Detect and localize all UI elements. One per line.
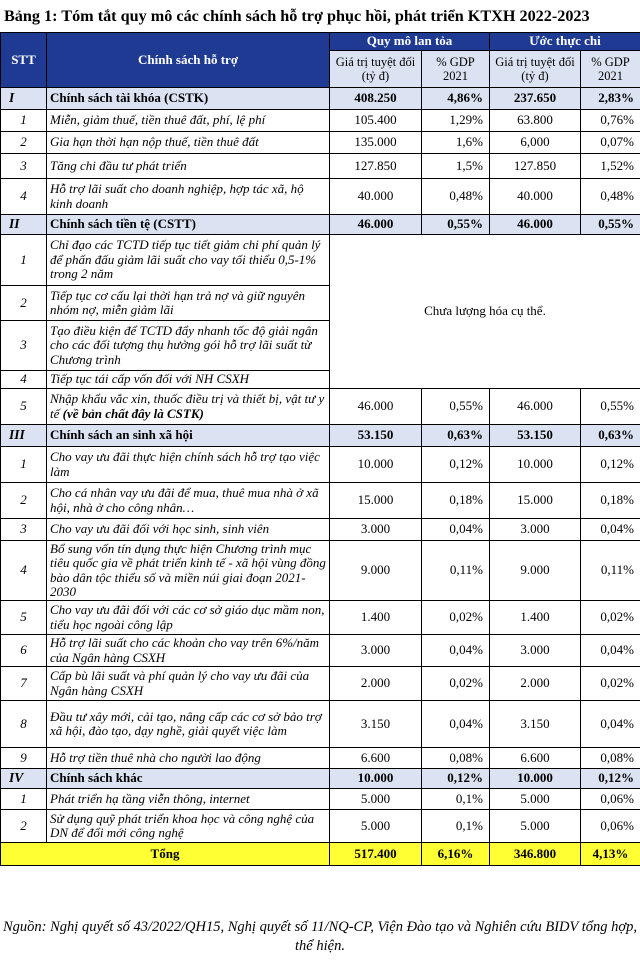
value-spread: 3.000	[330, 519, 422, 541]
row-number: 7	[1, 667, 47, 701]
row-number: 2	[1, 132, 47, 154]
table-row	[1, 389, 640, 425]
value-actual: 3.000	[490, 635, 581, 667]
header-abs-actual: Giá trị tuyệt đối (tỷ đ)	[490, 51, 581, 88]
header-stt: STT	[1, 33, 47, 88]
value-actual: 3.150	[490, 701, 581, 748]
value-actual: 15.000	[490, 483, 581, 519]
value-actual: 10.000	[490, 447, 581, 483]
section-row	[1, 769, 640, 789]
table-row	[1, 601, 640, 635]
row-number: 1	[1, 110, 47, 132]
table-row	[1, 447, 640, 483]
row-number: 4	[1, 371, 47, 389]
row-number: 6	[1, 635, 47, 667]
total-value-actual: 346.800	[490, 843, 581, 866]
row-name: Sử dụng quỹ phát triển khoa học và công nghệ của DN để đổi mới công nghệ	[47, 810, 330, 843]
section-row	[1, 88, 640, 110]
row-name: Tiếp tục cơ cấu lại thời hạn trả nợ và giữ nguyên nhóm nợ, miễn giảm lãi	[47, 286, 330, 321]
table-row	[1, 154, 640, 179]
gdp-spread: 1,6%	[422, 132, 490, 154]
table-row	[1, 235, 640, 286]
row-number: 1	[1, 235, 47, 286]
gdp-actual: 0,12%	[581, 769, 640, 789]
gdp-spread: 0,11%	[422, 541, 490, 601]
value-spread: 6.600	[330, 748, 422, 769]
gdp-spread: 0,12%	[422, 447, 490, 483]
value-spread: 10.000	[330, 447, 422, 483]
row-number: 8	[1, 701, 47, 748]
row-name: Tiếp tục tái cấp vốn đối với NH CSXH	[47, 371, 330, 389]
header-gdp-actual: % GDP 2021	[581, 51, 640, 88]
total-gdp-actual: 4,13%	[581, 843, 640, 866]
gdp-actual: 0,76%	[581, 110, 640, 132]
policy-table	[0, 32, 640, 866]
value-actual: 6.600	[490, 748, 581, 769]
gdp-actual: 0,55%	[581, 215, 640, 235]
row-number: 4	[1, 179, 47, 215]
table-row	[1, 667, 640, 701]
gdp-actual: 0,06%	[581, 789, 640, 810]
row-name: Cho vay ưu đãi thực hiện chính sách hỗ trợ tạo việc làm	[47, 447, 330, 483]
source-note: Nguồn: Nghị quyết số 43/2022/QH15, Nghị quyết số 11/NQ-CP, Viện Đào tạo và Nghiên cứu BIDV tổng hợp, thể hiện.	[3, 919, 637, 954]
row-name: Phát triển hạ tầng viễn thông, internet	[47, 789, 330, 810]
row-name: Hỗ trợ lãi suất cho các khoản cho vay trên 6%/năm của Ngân hàng CSXH	[47, 635, 330, 667]
value-actual: 3.000	[490, 519, 581, 541]
section-number: IV	[1, 769, 47, 789]
gdp-spread: 0,02%	[422, 601, 490, 635]
gdp-spread: 0,63%	[422, 425, 490, 447]
gdp-spread: 0,12%	[422, 769, 490, 789]
section-name: Chính sách tiền tệ (CSTT)	[47, 215, 330, 235]
gdp-spread: 0,48%	[422, 179, 490, 215]
table-row	[1, 748, 640, 769]
gdp-spread: 0,55%	[422, 389, 490, 425]
table-row	[1, 635, 640, 667]
row-name: Miễn, giảm thuế, tiền thuê đất, phí, lệ phí	[47, 110, 330, 132]
value-spread: 5.000	[330, 810, 422, 843]
value-actual: 2.000	[490, 667, 581, 701]
gdp-actual: 0,11%	[581, 541, 640, 601]
row-number: 5	[1, 389, 47, 425]
row-number: 3	[1, 519, 47, 541]
section-number: II	[1, 215, 47, 235]
header-gdp-spread: % GDP 2021	[422, 51, 490, 88]
value-actual: 53.150	[490, 425, 581, 447]
header-abs-spread: Giá trị tuyệt đối (tỷ đ)	[330, 51, 422, 88]
table-row	[1, 483, 640, 519]
row-name	[47, 389, 330, 425]
row-name: Gia hạn thời hạn nộp thuế, tiền thuê đất	[47, 132, 330, 154]
row-name: Đầu tư xây mới, cải tạo, nâng cấp các cơ sở bảo trợ xã hội, đào tạo, dạy nghề, giải quyết việc làm	[47, 701, 330, 748]
gdp-actual: 1,52%	[581, 154, 640, 179]
row-name: Cho vay ưu đãi đối với các cơ sở giáo dục mầm non, tiểu học ngoài công lập	[47, 601, 330, 635]
gdp-actual: 0,04%	[581, 635, 640, 667]
gdp-actual: 0,04%	[581, 701, 640, 748]
table-row	[1, 541, 640, 601]
gdp-actual: 2,83%	[581, 88, 640, 110]
section-number: I	[1, 88, 47, 110]
row-number: 1	[1, 447, 47, 483]
gdp-actual: 0,18%	[581, 483, 640, 519]
gdp-actual: 0,04%	[581, 519, 640, 541]
gdp-spread: 0,04%	[422, 635, 490, 667]
gdp-actual: 0,06%	[581, 810, 640, 843]
table-row	[1, 789, 640, 810]
total-value-spread: 517.400	[330, 843, 422, 866]
gdp-spread: 1,5%	[422, 154, 490, 179]
value-spread: 46.000	[330, 215, 422, 235]
table-title: Bảng 1: Tóm tắt quy mô các chính sách hỗ trợ phục hồi, phát triển KTXH 2022-2023	[4, 7, 590, 25]
value-actual: 40.000	[490, 179, 581, 215]
value-spread: 46.000	[330, 389, 422, 425]
row-number: 3	[1, 154, 47, 179]
value-spread: 3.150	[330, 701, 422, 748]
value-spread: 1.400	[330, 601, 422, 635]
table-row	[1, 810, 640, 843]
row-name-text: Nhập khẩu vắc xin, thuốc điều trị và thiết bị, vật tư y tế	[50, 391, 325, 421]
value-spread: 15.000	[330, 483, 422, 519]
row-name: Cho vay ưu đãi đối với học sinh, sinh viên	[47, 519, 330, 541]
value-spread: 135.000	[330, 132, 422, 154]
row-number: 4	[1, 541, 47, 601]
value-spread: 3.000	[330, 635, 422, 667]
row-name-note: (về bản chất đây là CSTK)	[62, 405, 204, 421]
header-group-actual: Ước thực chi	[490, 33, 640, 51]
row-name: Hỗ trợ lãi suất cho doanh nghiệp, hợp tác xã, hộ kinh doanh	[47, 179, 330, 215]
value-actual: 5.000	[490, 789, 581, 810]
value-actual: 63.800	[490, 110, 581, 132]
value-actual: 127.850	[490, 154, 581, 179]
gdp-actual: 0,08%	[581, 748, 640, 769]
gdp-actual: 0,55%	[581, 389, 640, 425]
value-spread: 5.000	[330, 789, 422, 810]
table-row	[1, 132, 640, 154]
value-spread: 127.850	[330, 154, 422, 179]
value-spread: 408.250	[330, 88, 422, 110]
value-actual: 46.000	[490, 389, 581, 425]
section-row	[1, 425, 640, 447]
gdp-spread: 0,1%	[422, 789, 490, 810]
value-actual: 46.000	[490, 215, 581, 235]
row-number: 5	[1, 601, 47, 635]
table-row	[1, 701, 640, 748]
row-name: Chỉ đạo các TCTD tiếp tục tiết giảm chi phí quản lý để phấn đấu giảm lãi suất cho vay tối thiểu 0,5-1% trong 2 năm	[47, 235, 330, 286]
gdp-actual: 0,02%	[581, 601, 640, 635]
gdp-actual: 0,63%	[581, 425, 640, 447]
header-policy: Chính sách hỗ trợ	[47, 33, 330, 88]
row-number: 1	[1, 789, 47, 810]
value-actual: 1.400	[490, 601, 581, 635]
gdp-spread: 0,55%	[422, 215, 490, 235]
gdp-actual: 0,12%	[581, 447, 640, 483]
not-quantified-note: Chưa lượng hóa cụ thể.	[330, 235, 640, 389]
gdp-spread: 0,1%	[422, 810, 490, 843]
row-name: Cho cá nhân vay ưu đãi để mua, thuê mua nhà ở xã hội, nhà ở cho công nhân…	[47, 483, 330, 519]
section-name: Chính sách tài khóa (CSTK)	[47, 88, 330, 110]
gdp-spread: 0,04%	[422, 701, 490, 748]
value-spread: 105.400	[330, 110, 422, 132]
value-actual: 10.000	[490, 769, 581, 789]
value-actual: 9.000	[490, 541, 581, 601]
gdp-actual: 0,07%	[581, 132, 640, 154]
section-name: Chính sách an sinh xã hội	[47, 425, 330, 447]
header-group-spread: Quy mô lan tỏa	[330, 33, 490, 51]
header-row-1	[1, 33, 640, 51]
row-name: Tạo điều kiện để TCTD đẩy nhanh tốc độ giải ngân cho các đối tượng thụ hưởng gói hỗ trợ lãi suất từ Chương trình	[47, 321, 330, 371]
total-gdp-spread: 6,16%	[422, 843, 490, 866]
value-actual: 237.650	[490, 88, 581, 110]
value-spread: 9.000	[330, 541, 422, 601]
section-row	[1, 215, 640, 235]
table-row	[1, 519, 640, 541]
value-spread: 10.000	[330, 769, 422, 789]
gdp-spread: 0,04%	[422, 519, 490, 541]
gdp-spread: 0,02%	[422, 667, 490, 701]
section-number: III	[1, 425, 47, 447]
section-name: Chính sách khác	[47, 769, 330, 789]
total-label: Tổng	[1, 843, 330, 866]
row-number: 3	[1, 321, 47, 371]
row-number: 2	[1, 483, 47, 519]
total-row	[1, 843, 640, 866]
row-name: Hỗ trợ tiền thuê nhà cho người lao động	[47, 748, 330, 769]
gdp-spread: 4,86%	[422, 88, 490, 110]
row-name: Bổ sung vốn tín dụng thực hiện Chương trình mục tiêu quốc gia về phát triển kinh tế - xã hội vùng đồng bào dân tộc thiểu số và miền núi giai đoạn 2021-2030	[47, 541, 330, 601]
value-spread: 40.000	[330, 179, 422, 215]
value-spread: 2.000	[330, 667, 422, 701]
row-number: 2	[1, 286, 47, 321]
gdp-actual: 0,02%	[581, 667, 640, 701]
value-actual: 5.000	[490, 810, 581, 843]
gdp-spread: 0,08%	[422, 748, 490, 769]
gdp-actual: 0,48%	[581, 179, 640, 215]
row-number: 2	[1, 810, 47, 843]
row-name: Cấp bù lãi suất và phí quản lý cho vay ưu đãi của Ngân hàng CSXH	[47, 667, 330, 701]
table-row	[1, 179, 640, 215]
gdp-spread: 1,29%	[422, 110, 490, 132]
row-name: Tăng chi đầu tư phát triển	[47, 154, 330, 179]
value-actual: 6,000	[490, 132, 581, 154]
row-number: 9	[1, 748, 47, 769]
value-spread: 53.150	[330, 425, 422, 447]
table-row	[1, 110, 640, 132]
gdp-spread: 0,18%	[422, 483, 490, 519]
table-body	[1, 88, 640, 866]
